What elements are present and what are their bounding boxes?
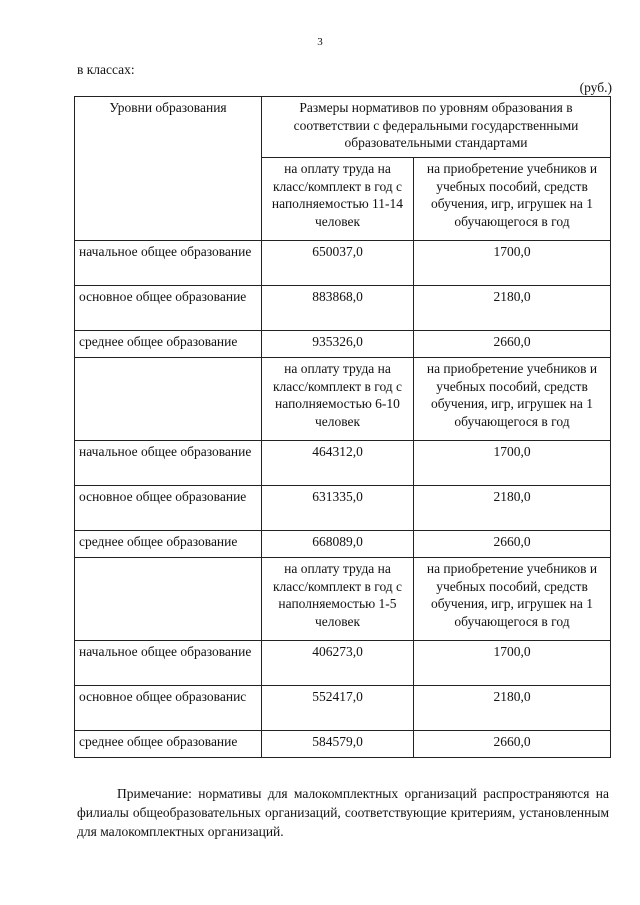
currency-unit: (руб.) [579, 80, 612, 95]
table-row [75, 531, 611, 558]
labor-cell: 464312,0 [262, 441, 414, 486]
note-text: Примечание: нормативы для малокомплектных организаций распространяются на филиалы общеобразовательных организаций, соответствующие критериям, установленным для малокомплектных организаций. [77, 786, 609, 839]
level-cell: основное общее образование [75, 486, 262, 531]
level-cell: основное общее образование [75, 286, 262, 331]
education-levels-header: Уровни образования [75, 97, 262, 241]
labor-cell: 631335,0 [262, 486, 414, 531]
textbooks-header: на приобретение учебников и учебных пособий, средств обучения, игр, игрушек на 1 обучающегося в год [414, 558, 611, 641]
labor-header: на оплату труда на класс/комплект в год с наполняемостью 11-14 человек [262, 158, 414, 241]
table-row [75, 641, 611, 686]
level-cell: среднее общее образование [75, 731, 262, 758]
textbooks-header: на приобретение учебников и учебных пособий, средств обучения, игр, игрушек на 1 обучающегося в год [414, 158, 611, 241]
empty-cell [75, 358, 262, 441]
table-header-row [75, 97, 611, 158]
intro-text: в классах: [77, 62, 135, 77]
labor-cell: 552417,0 [262, 686, 414, 731]
labor-cell: 668089,0 [262, 531, 414, 558]
textbooks-cell: 2180,0 [414, 286, 611, 331]
textbooks-cell: 2660,0 [414, 531, 611, 558]
textbooks-cell: 2660,0 [414, 731, 611, 758]
level-cell: среднее общее образование [75, 531, 262, 558]
textbooks-cell: 2180,0 [414, 686, 611, 731]
labor-cell: 584579,0 [262, 731, 414, 758]
level-cell: основное общее образованис [75, 686, 262, 731]
table-row [75, 331, 611, 358]
table-row [75, 286, 611, 331]
labor-header: на оплату труда на класс/комплект в год с наполняемостью 1-5 человек [262, 558, 414, 641]
textbooks-cell: 1700,0 [414, 641, 611, 686]
textbooks-cell: 1700,0 [414, 241, 611, 286]
level-cell: среднее общее образование [75, 331, 262, 358]
labor-cell: 650037,0 [262, 241, 414, 286]
labor-cell: 935326,0 [262, 331, 414, 358]
table-row [75, 731, 611, 758]
level-cell: начальное общее образование [75, 641, 262, 686]
normatives-group-header: Размеры нормативов по уровням образования в соответствии с федеральными государственными образовательными стандартами [262, 97, 611, 158]
textbooks-cell: 1700,0 [414, 441, 611, 486]
normatives-table [74, 96, 611, 758]
subheader-row [75, 358, 611, 441]
level-cell: начальное общее образование [75, 241, 262, 286]
level-cell: начальное общее образование [75, 441, 262, 486]
table-row [75, 486, 611, 531]
labor-cell: 883868,0 [262, 286, 414, 331]
textbooks-cell: 2180,0 [414, 486, 611, 531]
labor-cell: 406273,0 [262, 641, 414, 686]
page-number: 3 [317, 36, 323, 48]
note-paragraph [77, 784, 609, 841]
table-row [75, 686, 611, 731]
labor-header: на оплату труда на класс/комплект в год с наполняемостью 6-10 человек [262, 358, 414, 441]
table-row [75, 241, 611, 286]
textbooks-cell: 2660,0 [414, 331, 611, 358]
empty-cell [75, 558, 262, 641]
table-row [75, 441, 611, 486]
textbooks-header: на приобретение учебников и учебных пособий, средств обучения, игр, игрушек на 1 обучающегося в год [414, 358, 611, 441]
subheader-row [75, 558, 611, 641]
